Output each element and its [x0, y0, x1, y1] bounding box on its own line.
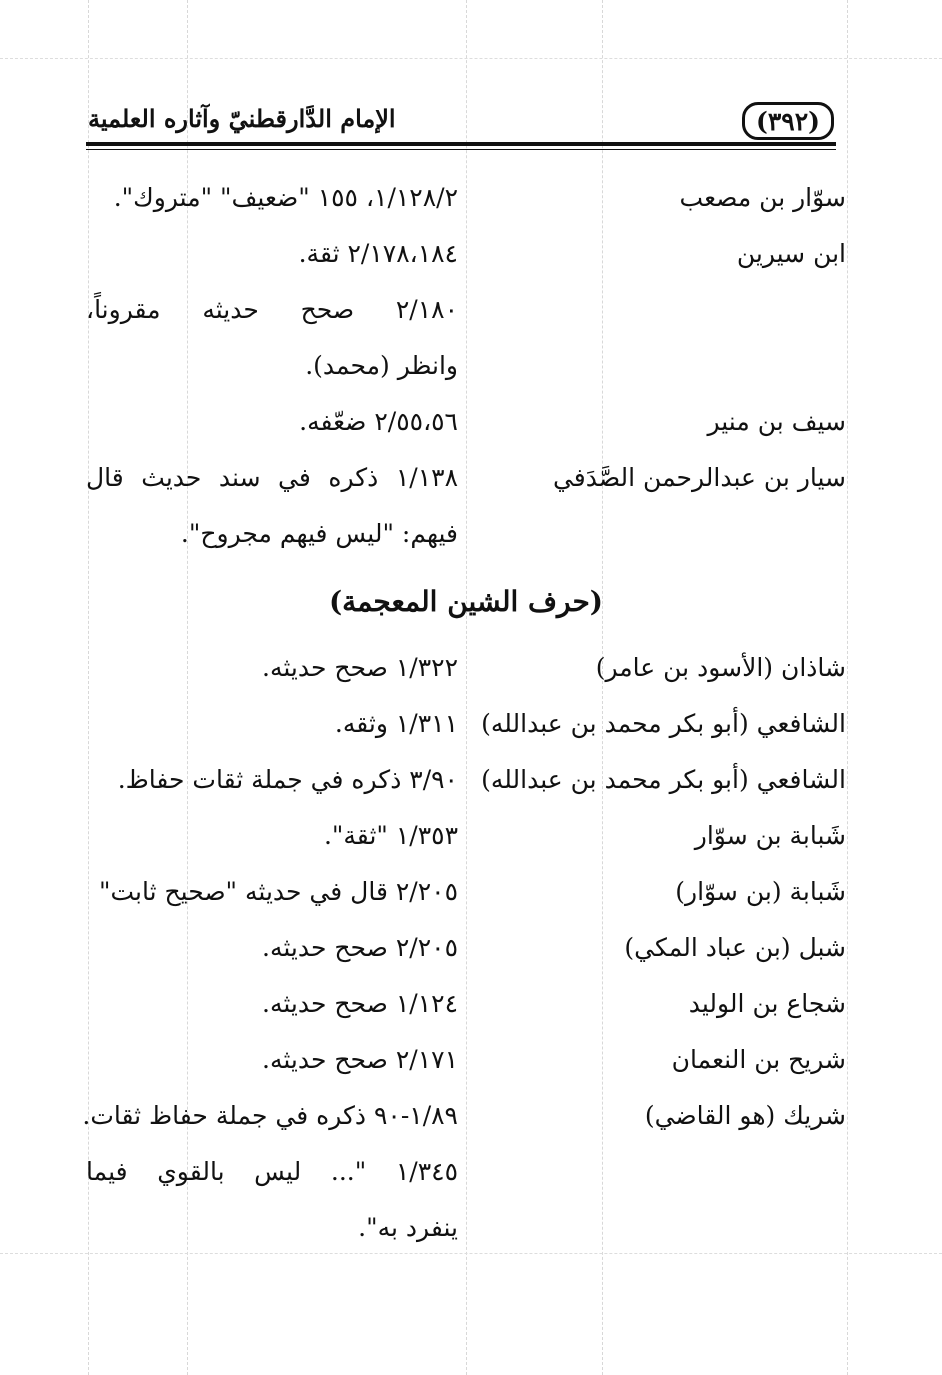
narrator-reference: ٢/١٧١ صحح حديثه. — [262, 1045, 458, 1074]
list-item — [86, 752, 846, 808]
narrator-reference: ١/٣٥٣ "ثقة". — [323, 821, 458, 850]
narrator-reference: ١/١٢٨/٢، ١٥٥ "ضعيف" "متروك". — [113, 183, 458, 212]
narrator-name: شبل (بن عباد المكي) — [624, 933, 846, 962]
narrator-reference: ينفرد به". — [358, 1213, 458, 1242]
list-item — [86, 696, 846, 752]
section-heading: (حرف الشين المعجمة) — [328, 585, 604, 618]
narrator-name: شاذان (الأسود بن عامر) — [595, 653, 846, 682]
page-number: (٣٩٢) — [742, 102, 834, 140]
narrator-reference: ١/٣٤٥ "... ليس بالقوي فيما — [86, 1157, 458, 1186]
narrator-name: الشافعي (أبو بكر محمد بن عبدالله) — [481, 765, 846, 794]
narrator-name: شَبابة (بن سوّار) — [675, 877, 846, 906]
list-item — [86, 864, 846, 920]
narrator-name: ابن سيرين — [736, 239, 846, 268]
section-entries — [82, 640, 846, 1256]
narrator-name: الشافعي (أبو بكر محمد بن عبدالله) — [481, 709, 846, 738]
narrator-name: شجاع بن الوليد — [688, 989, 846, 1018]
list-item — [86, 170, 846, 226]
narrator-name: شَبابة بن سوّار — [694, 821, 846, 850]
list-item — [86, 450, 846, 506]
narrator-name: سيار بن عبدالرحمن الصَّدَفي — [552, 463, 846, 492]
narrator-name: شريك (هو القاضي) — [644, 1101, 846, 1130]
narrator-reference: ١/١٣٨ ذكره في سند حديث قال — [86, 463, 458, 492]
narrator-name: شريح بن النعمان — [671, 1045, 846, 1074]
narrator-reference: وانظر (محمد). — [305, 351, 458, 380]
narrator-name: سيف بن منير — [707, 407, 846, 436]
list-item — [86, 1200, 846, 1256]
narrator-reference: ١/٣٢٢ صحح حديثه. — [262, 653, 458, 682]
narrator-reference: ٢/٥٥،٥٦ ضعّفه. — [299, 407, 458, 436]
narrator-reference: ٢/١٧٨،١٨٤ ثقة. — [298, 239, 458, 268]
list-item — [86, 640, 846, 696]
list-item — [86, 506, 846, 562]
narrator-reference: فيهم: "ليس فيهم مجروح". — [180, 519, 458, 548]
list-item — [86, 394, 846, 450]
running-title: الإمام الدَّارقطنيّ وآثاره العلمية — [88, 104, 396, 133]
narrator-name: سوّار بن مصعب — [679, 183, 846, 212]
list-item — [86, 808, 846, 864]
list-item — [82, 1088, 846, 1144]
narrator-reference: ١/٨٩-٩٠ ذكره في جملة حفاظ ثقات. — [82, 1101, 458, 1130]
list-item — [86, 1144, 846, 1200]
narrator-reference: ١/٣١١ وثقه. — [334, 709, 458, 738]
header-rule — [86, 142, 836, 146]
list-item — [86, 976, 846, 1032]
entries-list — [82, 170, 846, 1242]
scan-guide-line — [847, 0, 848, 1375]
list-item — [86, 338, 846, 394]
page-header — [86, 98, 836, 150]
list-item — [86, 226, 846, 282]
narrator-reference: ٣/٩٠ ذكره في جملة ثقات حفاظ. — [117, 765, 458, 794]
narrator-reference: ٢/٢٠٥ صحح حديثه. — [262, 933, 458, 962]
scan-guide-line — [0, 58, 942, 59]
list-item — [86, 282, 846, 338]
narrator-reference: ٢/١٨٠ صحح حديثه مقروناً، — [86, 295, 458, 324]
narrator-reference: ٢/٢٠٥ قال في حديثه "صحيح ثابت" — [98, 877, 458, 906]
narrator-reference: ١/١٢٤ صحح حديثه. — [262, 989, 458, 1018]
list-item — [86, 1032, 846, 1088]
list-item — [86, 920, 846, 976]
